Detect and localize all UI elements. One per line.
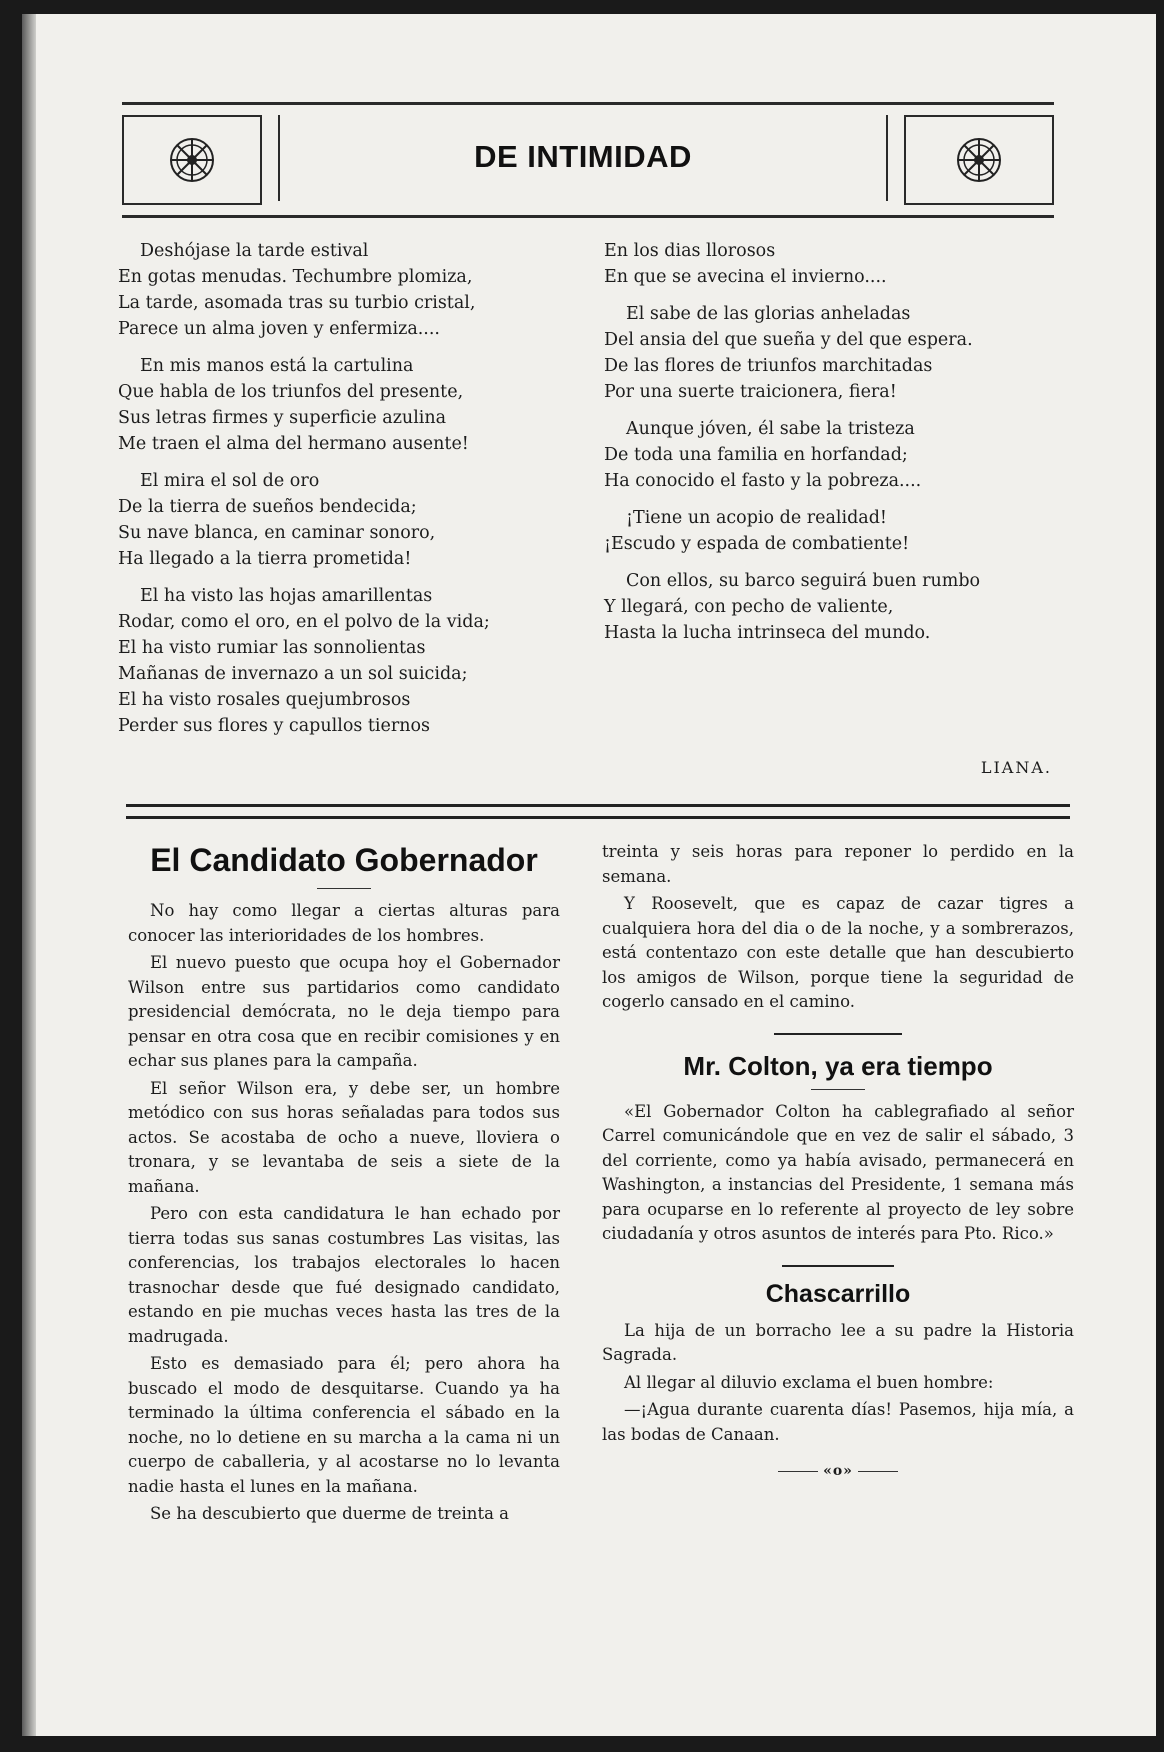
section-banner bbox=[122, 102, 1054, 218]
article-paragraph: treinta y seis horas para reponer lo perdido en la semana. bbox=[602, 842, 1074, 886]
poem-line: Sus letras firmes y superficie azulina bbox=[118, 408, 447, 428]
magazine-page bbox=[22, 14, 1156, 1736]
article-divider bbox=[782, 1265, 894, 1267]
article-title: Chascarrillo bbox=[765, 1279, 911, 1308]
poem-right-column bbox=[604, 238, 1074, 657]
poem-stanza bbox=[604, 301, 1074, 405]
rosette-icon bbox=[168, 136, 216, 184]
poem-line: De las flores de triunfos marchitadas bbox=[604, 356, 933, 376]
poem-line: Y llegará, con pecho de valiente, bbox=[604, 597, 894, 617]
poem-line: Perder sus flores y capullos tiernos bbox=[118, 716, 431, 736]
end-mark-text: «o» bbox=[823, 1463, 853, 1479]
poem-line: Aunque jóven, él sabe la tristeza bbox=[626, 419, 915, 439]
article-paragraph: No hay como llegar a ciertas alturas para conocer las interioridades de los hombres. bbox=[128, 901, 560, 945]
poem-stanza bbox=[118, 238, 568, 342]
poem-line: En los dias llorosos bbox=[604, 241, 776, 261]
article-left-column bbox=[128, 840, 560, 1530]
article-paragraph: —¡Agua durante cuarenta días! Pasemos, hija mía, a las bodas de Canaan. bbox=[602, 1400, 1074, 1444]
poem-author: LIANA. bbox=[980, 758, 1052, 777]
poem-line: De toda una familia en horfandad; bbox=[604, 445, 908, 465]
end-rule bbox=[858, 1471, 898, 1472]
poem-line: De la tierra de sueños bendecida; bbox=[118, 497, 417, 517]
article-paragraph: Al llegar al diluvio exclama el buen hombre: bbox=[624, 1372, 994, 1392]
poem-line: Su nave blanca, en caminar sonoro, bbox=[118, 523, 436, 543]
poem-stanza bbox=[604, 416, 1074, 494]
poem-line: En mis manos está la cartulina bbox=[140, 356, 414, 376]
poem-line: El mira el sol de oro bbox=[140, 471, 320, 491]
end-rule bbox=[778, 1471, 818, 1472]
article-paragraph: La hija de un borracho lee a su padre la Historia Sagrada. bbox=[602, 1320, 1074, 1364]
article-title: El Candidato Gobernador bbox=[150, 842, 538, 878]
poem-line: Del ansia del que sueña y del que espera. bbox=[604, 330, 973, 350]
title-rule bbox=[317, 888, 371, 889]
poem-line: El sabe de las glorias anheladas bbox=[626, 304, 911, 324]
article-divider bbox=[774, 1033, 902, 1035]
article-paragraph: Se ha descubierto que duerme de treinta a bbox=[150, 1504, 509, 1523]
section-title: DE INTIMIDAD bbox=[474, 139, 692, 174]
poem-line: Mañanas de invernazo a un sol suicida; bbox=[118, 664, 468, 684]
poem-line: El ha visto rosales quejumbrosos bbox=[118, 690, 411, 710]
poem-stanza bbox=[118, 583, 568, 739]
poem-line: Me traen el alma del hermano ausente! bbox=[118, 434, 469, 454]
banner-left-box bbox=[122, 115, 262, 205]
article-right-column bbox=[602, 840, 1074, 1484]
poem-stanza bbox=[604, 568, 1074, 646]
poem-stanza bbox=[118, 353, 568, 457]
end-ornament bbox=[602, 1459, 1074, 1484]
poem-line: ¡Tiene un acopio de realidad! bbox=[626, 508, 887, 528]
poem-line: En que se avecina el invierno.... bbox=[604, 267, 887, 287]
section-divider bbox=[126, 804, 1070, 819]
article-paragraph: El señor Wilson era, y debe ser, un hombre metódico con sus horas señaladas para todos sus actos. Se acostaba de ocho a nueve, lloviera o tronara, y se levantaba de seis a siete de la mañana. bbox=[128, 1078, 560, 1196]
poem-line: Con ellos, su barco seguirá buen rumbo bbox=[626, 571, 981, 591]
article-paragraph: Esto es demasiado para él; pero ahora ha buscado el modo de desquitarse. Cuando ya ha terminado la última conferencia el sábado en la noche, no lo detiene en su marcha a la cama ni un cuerpo de caballeria, y al acostarse no lo levanta nadie hasta el lunes en la mañana. bbox=[128, 1354, 560, 1496]
poem-line: Hasta la lucha intrinseca del mundo. bbox=[604, 623, 931, 643]
poem-line: Por una suerte traicionera, fiera! bbox=[604, 382, 897, 402]
article-paragraph: «El Gobernador Colton ha cablegrafiado al señor Carrel comunicándole que en vez de salir el sábado, 3 del corriente, como ya había avisado, permanecerá en Washington, a instancias del Presidente, 1 semana más para ocuparse en lo referente al proyecto de ley sobre ciudadanía y otros asuntos de interés para Pto. Rico.» bbox=[602, 1101, 1074, 1243]
poem-stanza bbox=[604, 238, 1074, 290]
poem-line: ¡Escudo y espada de combatiente! bbox=[604, 534, 910, 554]
poem-left-column bbox=[118, 238, 568, 750]
poem-stanza bbox=[604, 505, 1074, 557]
poem-line: En gotas menudas. Techumbre plomiza, bbox=[118, 267, 473, 287]
page-spine-shadow bbox=[22, 14, 36, 1736]
banner-right-box bbox=[904, 115, 1054, 205]
article-paragraph: El nuevo puesto que ocupa hoy el Gobernador Wilson entre sus partidarios como candidato presidencial demócrata, no le deja tiempo para pensar en otra cosa que en recibir comisiones y en echar sus planes para la campaña. bbox=[128, 953, 560, 1070]
poem-line: El ha visto rumiar las sonnolientas bbox=[118, 638, 426, 658]
poem-line: La tarde, asomada tras su turbio cristal, bbox=[118, 293, 476, 313]
poem-line: Ha llegado a la tierra prometida! bbox=[118, 549, 412, 569]
article-paragraph: Pero con esta candidatura le han echado por tierra todas sus sanas costumbres Las visitas, las conferencias, los trabajos electorales lo hacen trasnochar desde que fué designado candidato, estando en pie muchas veces hasta las tres de la madrugada. bbox=[128, 1204, 560, 1346]
title-rule bbox=[811, 1089, 865, 1090]
article-paragraph: Y Roosevelt, que es capaz de cazar tigres a cualquiera hora del dia o de la noche, y a sombrerazos, está contentazo con este detalle que han descubierto los amigos de Wilson, porque tiene la seguridad de cogerlo cansado en el camino. bbox=[602, 894, 1074, 1011]
poem-line: El ha visto las hojas amarillentas bbox=[140, 586, 433, 606]
poem-line: Rodar, como el oro, en el polvo de la vida; bbox=[118, 612, 490, 632]
poem-stanza bbox=[118, 468, 568, 572]
poem-line: Parece un alma joven y enfermiza.... bbox=[118, 319, 440, 339]
poem-line: Que habla de los triunfos del presente, bbox=[118, 382, 464, 402]
rosette-icon bbox=[955, 136, 1003, 184]
article-title: Mr. Colton, ya era tiempo bbox=[683, 1050, 993, 1081]
poem-line: Ha conocido el fasto y la pobreza.... bbox=[604, 471, 922, 491]
poem-line: Deshójase la tarde estival bbox=[140, 241, 369, 261]
